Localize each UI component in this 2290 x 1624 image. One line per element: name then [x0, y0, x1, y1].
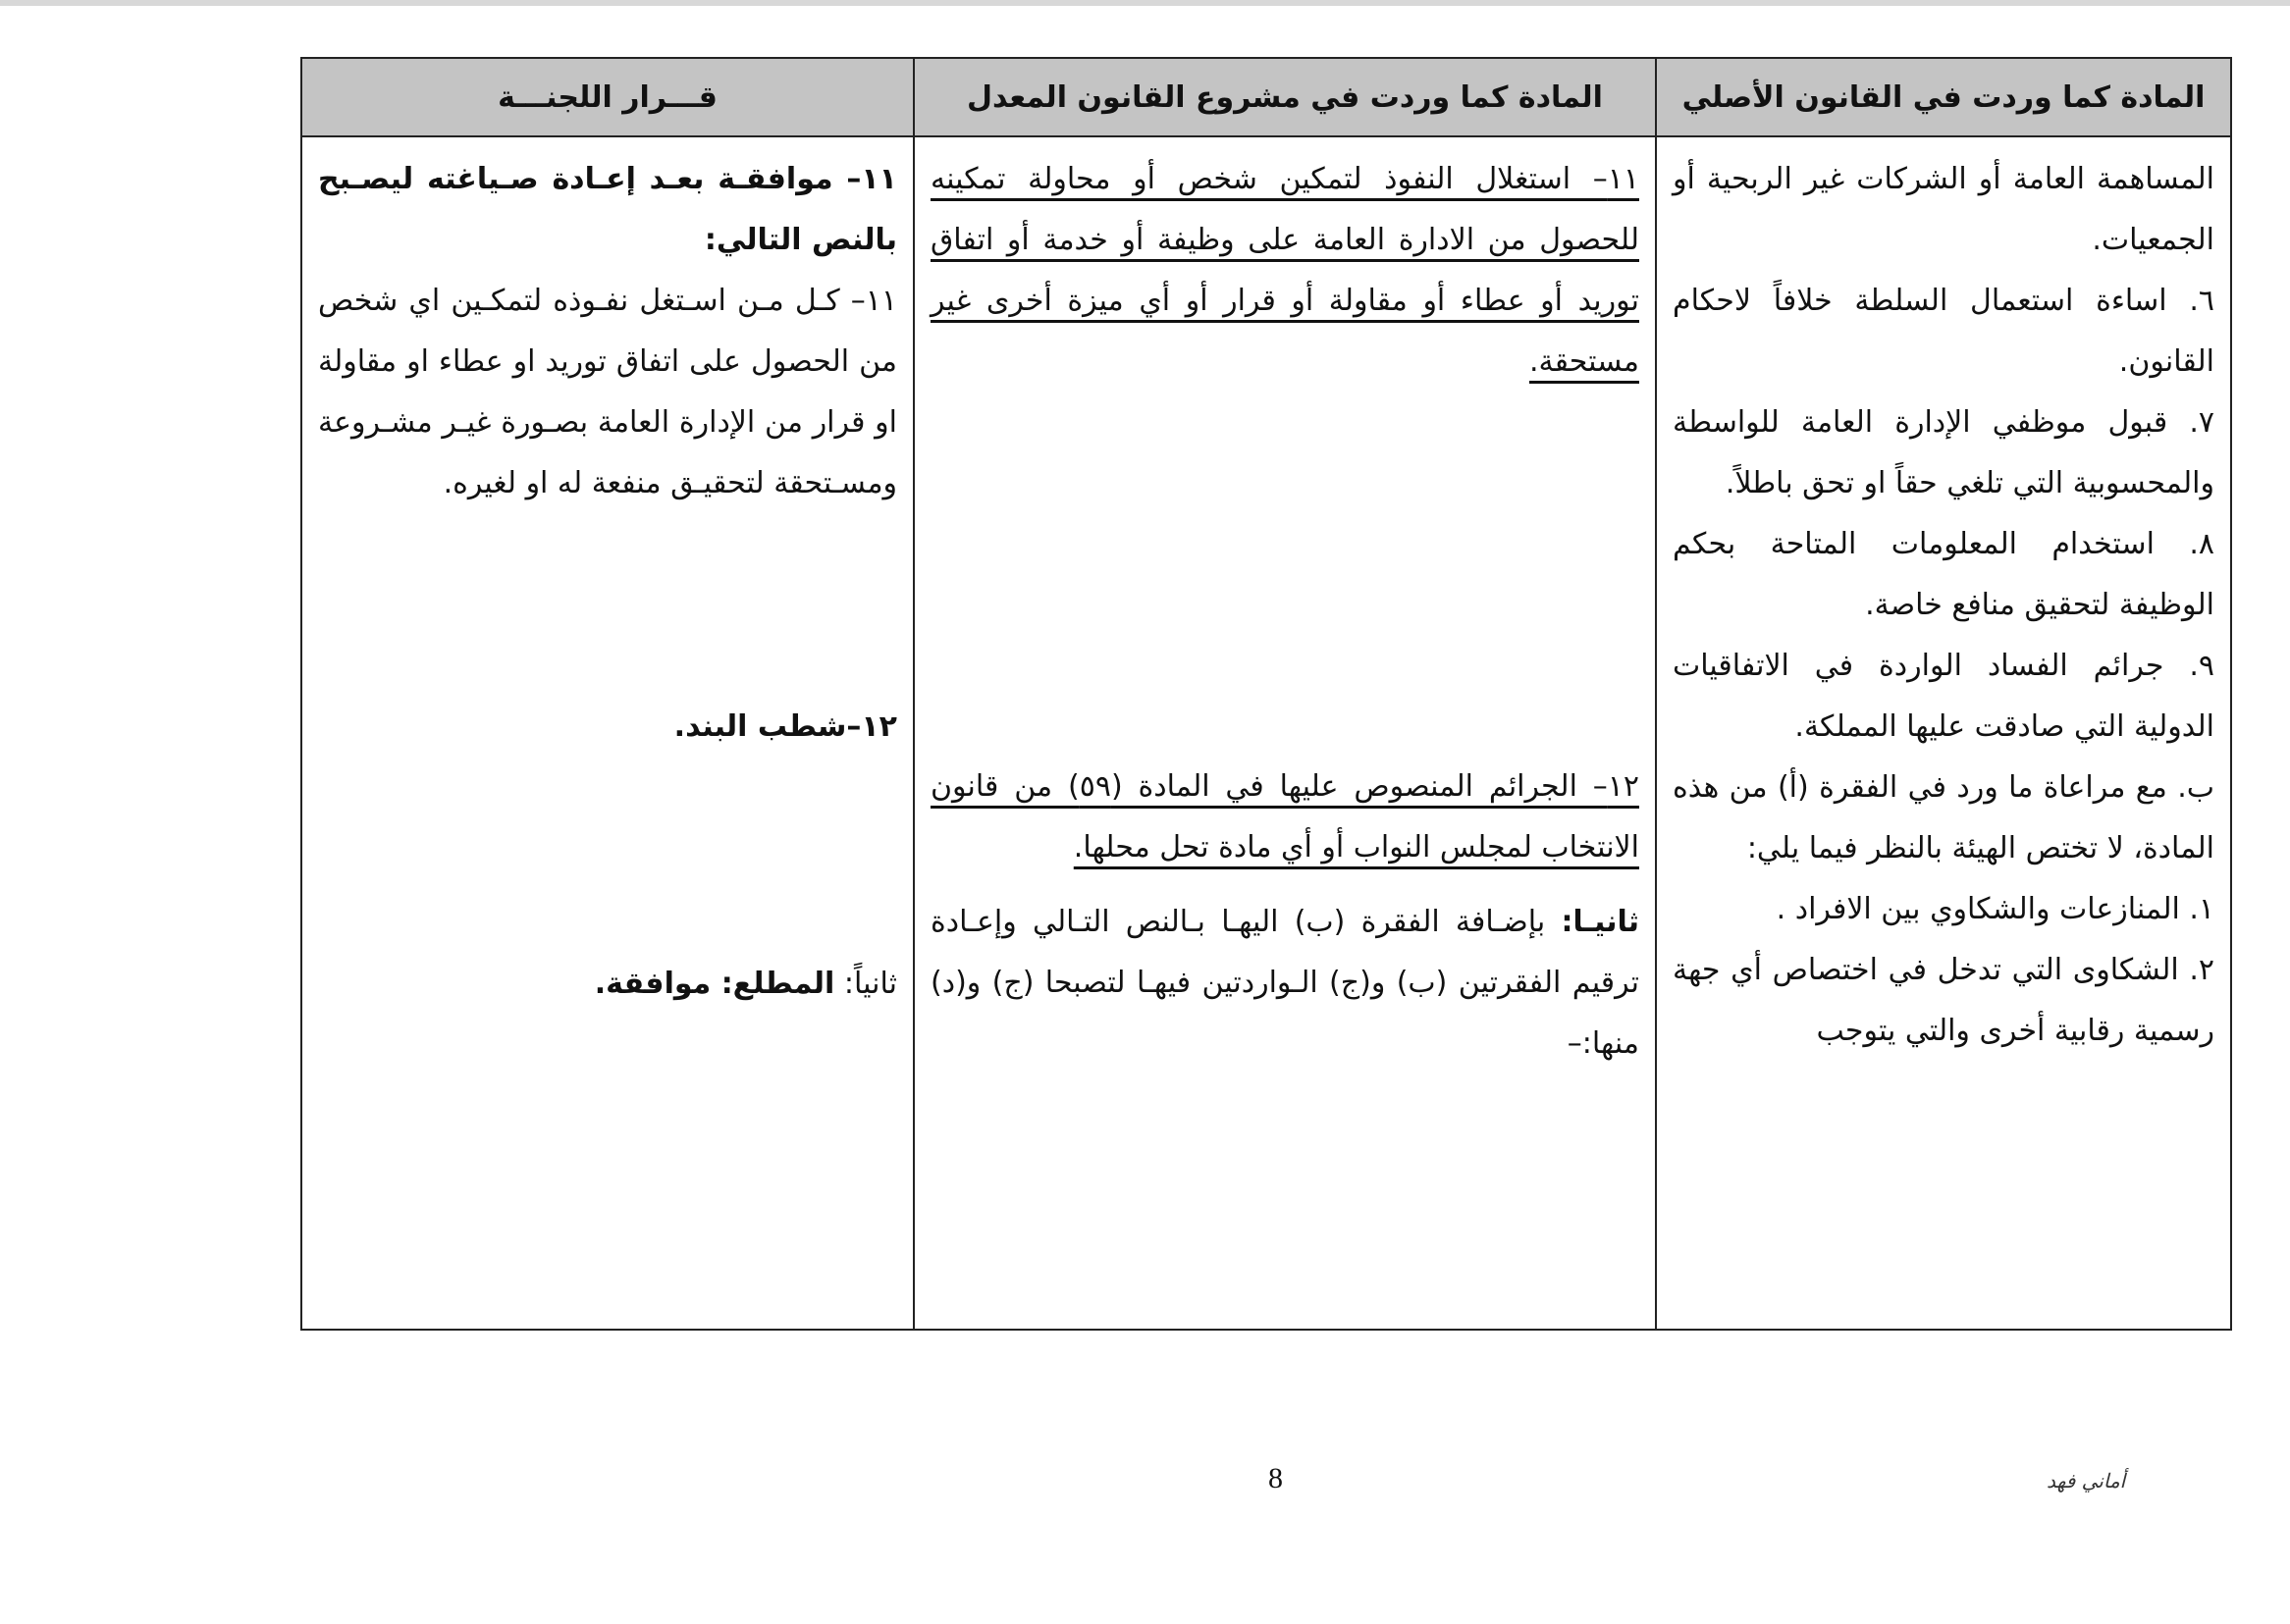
- decision-second-label: المطلع:: [720, 967, 835, 1001]
- original-clause-b: ب. مع مراعاة ما ورد في الفقرة (أ) من هذه المادة، لا تختص الهيئة بالنظر فيما يلي:: [1673, 770, 2214, 865]
- page-number: 8: [1268, 1462, 1283, 1494]
- original-item-9: ٩. جرائم الفساد الواردة في الاتفاقيات الدولية التي صادقت عليها المملكة.: [1673, 649, 2214, 744]
- decision-item-11-text: ١١– كـل مـن اسـتغل نفـوذه لتمكـين اي شخص من الحصول على اتفاق توريد او عطاء او مقاولة او قرار من الإدارة العامة بصـورة غيـر مشـروعة ومسـتحقة لتحقيـق منفعة له او لغيره.: [318, 284, 897, 500]
- original-item-7: ٧. قبول موظفي الإدارة العامة للواسطة والمحسوبية التي تلغي حقاً او تحق باطلاً.: [1673, 405, 2214, 500]
- comparison-table: [300, 57, 2232, 1331]
- header-original-law: المادة كما وردت في القانون الأصلي: [1656, 58, 2231, 136]
- amended-second-text: بإضـافة الفقرة (ب) اليهـا بـالنص التـالي وإعـادة ترقيم الفقرتين (ب) و(ج) الـواردتين فيهـا لتصبحا (ج) و(د) منها:–: [931, 905, 1639, 1061]
- signature: أماني فهد: [2047, 1469, 2126, 1493]
- original-clause-b-item-2: ٢. الشكاوى التي تدخل في اختصاص أي جهة رسمية رقابية أخرى والتي يتوجب: [1673, 953, 2214, 1048]
- header-committee-decision: قـــرار اللجنـــة: [301, 58, 914, 136]
- original-clause-b-item-1: ١. المنازعات والشكاوي بين الافراد .: [1776, 892, 2214, 926]
- decision-second: [318, 954, 897, 1015]
- amended-second-label: ثانيـا:: [1561, 905, 1639, 939]
- amended-second-clause: [931, 892, 1639, 1074]
- committee-decision-cell: [301, 136, 914, 1330]
- decision-second-value: موافقة.: [594, 967, 721, 1001]
- original-item-6: ٦. اساءة استعمال السلطة خلافاً لاحكام القانون.: [1673, 284, 2214, 379]
- original-item-8: ٨. استخدام المعلومات المتاحة بحكم الوظيفة لتحقيق منافع خاصة.: [1673, 527, 2214, 622]
- decision-second-prefix: ثانياً:: [834, 967, 897, 1001]
- amended-item-11: ١١– استغلال النفوذ لتمكين شخص أو محاولة تمكينه للحصول من الادارة العامة على وظيفة أو خدمة أو اتفاق توريد أو عطاء أو مقاولة أو قرار أو أي ميزة أخرى غير مستحقة.: [931, 162, 1639, 379]
- amended-item-12: ١٢– الجرائم المنصوص عليها في المادة (٥٩) من قانون الانتخاب لمجلس النواب أو أي مادة تحل محلها.: [931, 769, 1639, 864]
- decision-item-11-title: ١١– موافقـة بعـد إعـادة صـياغته ليصـبح بالنص التالي:: [318, 162, 897, 257]
- original-law-cell: [1656, 136, 2231, 1330]
- header-amended-law: المادة كما وردت في مشروع القانون المعدل: [914, 58, 1656, 136]
- page-top-border: [0, 0, 2290, 6]
- table-header-row: [301, 58, 2231, 136]
- decision-item-12: ١٢–شطب البند.: [673, 709, 897, 744]
- original-paragraph: المساهمة العامة أو الشركات غير الربحية أو الجمعيات.: [1673, 162, 2214, 257]
- amended-law-cell: [914, 136, 1656, 1330]
- table-row: [301, 136, 2231, 1330]
